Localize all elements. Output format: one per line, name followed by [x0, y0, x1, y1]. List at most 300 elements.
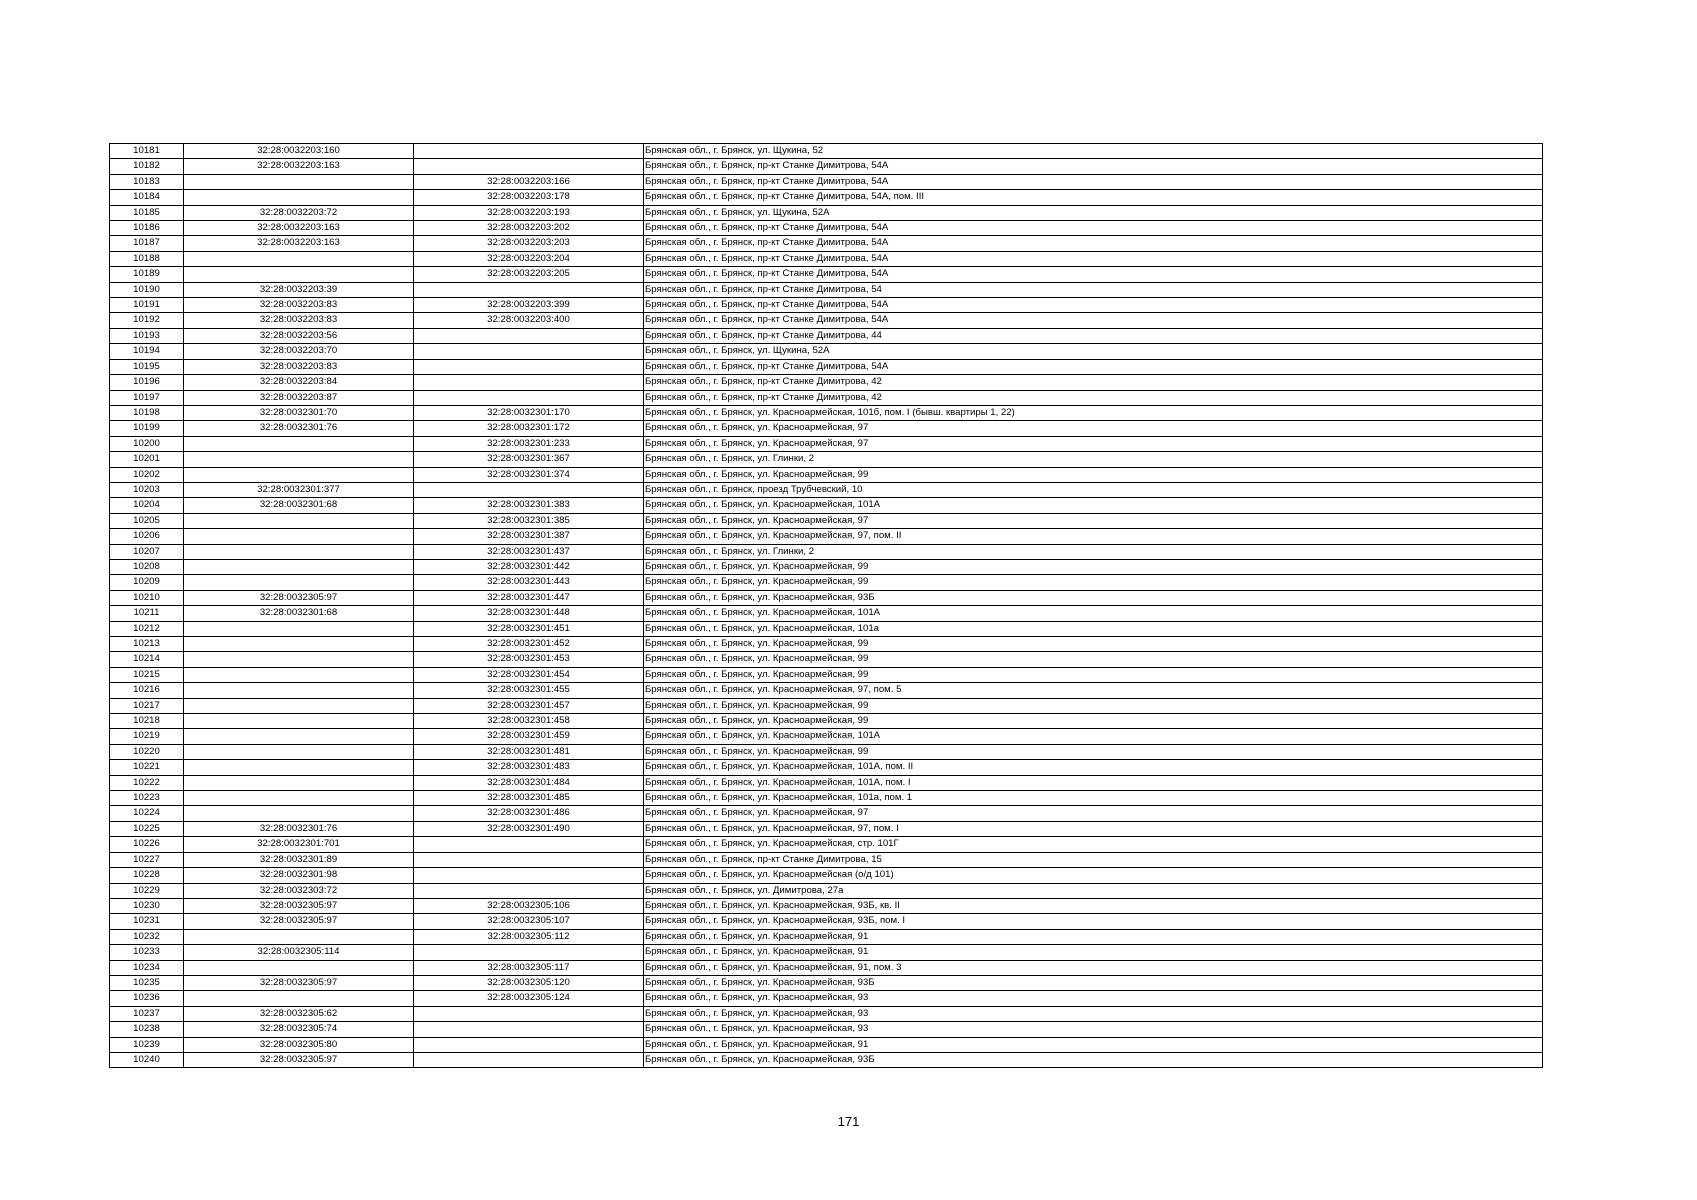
address-cell: Брянская обл., г. Брянск, ул. Красноармейская, 93Б, кв. II — [644, 898, 1543, 913]
address-cell: Брянская обл., г. Брянск, ул. Красноармейская, 99 — [644, 652, 1543, 667]
registry-table-body — [110, 144, 1543, 1068]
related-cadastral-number-cell: 32:28:0032203:166 — [414, 174, 644, 189]
address-cell: Брянская обл., г. Брянск, пр-кт Станке Димитрова, 54А — [644, 174, 1543, 189]
table-row — [110, 544, 1543, 559]
row-number-cell: 10204 — [110, 498, 184, 513]
cadastral-number-cell: 32:28:0032305:114 — [184, 945, 414, 960]
address-cell: Брянская обл., г. Брянск, ул. Красноармейская, 97 — [644, 436, 1543, 451]
row-number-cell: 10193 — [110, 328, 184, 343]
related-cadastral-number-cell: 32:28:0032301:387 — [414, 529, 644, 544]
row-number-cell: 10200 — [110, 436, 184, 451]
related-cadastral-number-cell: 32:28:0032301:374 — [414, 467, 644, 482]
table-row — [110, 960, 1543, 975]
address-cell: Брянская обл., г. Брянск, ул. Красноармейская, 101А, пом. II — [644, 760, 1543, 775]
row-number-cell: 10185 — [110, 205, 184, 220]
table-row — [110, 621, 1543, 636]
table-row — [110, 344, 1543, 359]
table-row — [110, 606, 1543, 621]
table-row — [110, 405, 1543, 420]
cadastral-number-cell — [184, 667, 414, 682]
cadastral-number-cell — [184, 190, 414, 205]
related-cadastral-number-cell: 32:28:0032301:437 — [414, 544, 644, 559]
address-cell: Брянская обл., г. Брянск, ул. Красноармейская, 93 — [644, 991, 1543, 1006]
address-cell: Брянская обл., г. Брянск, ул. Щукина, 52А — [644, 344, 1543, 359]
table-row — [110, 806, 1543, 821]
cadastral-number-cell: 32:28:0032305:97 — [184, 898, 414, 913]
row-number-cell: 10186 — [110, 221, 184, 236]
cadastral-number-cell — [184, 529, 414, 544]
address-cell: Брянская обл., г. Брянск, ул. Красноармейская, 101а, пом. 1 — [644, 791, 1543, 806]
related-cadastral-number-cell: 32:28:0032301:442 — [414, 559, 644, 574]
address-cell: Брянская обл., г. Брянск, ул. Глинки, 2 — [644, 452, 1543, 467]
cadastral-number-cell: 32:28:0032305:97 — [184, 975, 414, 990]
related-cadastral-number-cell: 32:28:0032305:124 — [414, 991, 644, 1006]
related-cadastral-number-cell — [414, 945, 644, 960]
table-row — [110, 821, 1543, 836]
address-cell: Брянская обл., г. Брянск, ул. Красноармейская, 91 — [644, 929, 1543, 944]
cadastral-number-cell — [184, 791, 414, 806]
cadastral-number-cell: 32:28:0032203:83 — [184, 298, 414, 313]
related-cadastral-number-cell: 32:28:0032203:400 — [414, 313, 644, 328]
address-cell: Брянская обл., г. Брянск, ул. Красноармейская, 93 — [644, 1006, 1543, 1021]
row-number-cell: 10227 — [110, 852, 184, 867]
related-cadastral-number-cell: 32:28:0032305:106 — [414, 898, 644, 913]
row-number-cell: 10235 — [110, 975, 184, 990]
address-cell: Брянская обл., г. Брянск, пр-кт Станке Димитрова, 54А, пом. III — [644, 190, 1543, 205]
cadastral-number-cell: 32:28:0032301:68 — [184, 498, 414, 513]
related-cadastral-number-cell: 32:28:0032301:457 — [414, 698, 644, 713]
related-cadastral-number-cell: 32:28:0032203:193 — [414, 205, 644, 220]
address-cell: Брянская обл., г. Брянск, ул. Красноармейская, 101б, пом. I (бывш. квартиры 1, 22) — [644, 405, 1543, 420]
row-number-cell: 10229 — [110, 883, 184, 898]
address-cell: Брянская обл., г. Брянск, ул. Красноармейская, 97, пом. I — [644, 821, 1543, 836]
related-cadastral-number-cell: 32:28:0032301:367 — [414, 452, 644, 467]
row-number-cell: 10215 — [110, 667, 184, 682]
table-row — [110, 637, 1543, 652]
cadastral-number-cell — [184, 929, 414, 944]
cadastral-number-cell: 32:28:0032301:70 — [184, 405, 414, 420]
related-cadastral-number-cell: 32:28:0032203:205 — [414, 267, 644, 282]
cadastral-number-cell: 32:28:0032203:163 — [184, 159, 414, 174]
address-cell: Брянская обл., г. Брянск, ул. Красноармейская, 99 — [644, 744, 1543, 759]
related-cadastral-number-cell — [414, 1006, 644, 1021]
row-number-cell: 10230 — [110, 898, 184, 913]
table-row — [110, 914, 1543, 929]
table-row — [110, 205, 1543, 220]
table-row — [110, 1037, 1543, 1052]
address-cell: Брянская обл., г. Брянск, ул. Красноармейская, 93 — [644, 1022, 1543, 1037]
cadastral-number-cell: 32:28:0032305:74 — [184, 1022, 414, 1037]
address-cell: Брянская обл., г. Брянск, ул. Красноармейская, 97 — [644, 806, 1543, 821]
row-number-cell: 10198 — [110, 405, 184, 420]
address-cell: Брянская обл., г. Брянск, ул. Красноармейская, 93Б — [644, 1052, 1543, 1067]
cadastral-number-cell — [184, 559, 414, 574]
row-number-cell: 10199 — [110, 421, 184, 436]
row-number-cell: 10190 — [110, 282, 184, 297]
related-cadastral-number-cell: 32:28:0032301:490 — [414, 821, 644, 836]
related-cadastral-number-cell: 32:28:0032203:202 — [414, 221, 644, 236]
cadastral-number-cell — [184, 960, 414, 975]
address-cell: Брянская обл., г. Брянск, ул. Красноармейская, 99 — [644, 698, 1543, 713]
table-row — [110, 698, 1543, 713]
address-cell: Брянская обл., г. Брянск, ул. Красноармейская, 99 — [644, 467, 1543, 482]
row-number-cell: 10228 — [110, 868, 184, 883]
table-row — [110, 144, 1543, 159]
address-cell: Брянская обл., г. Брянск, ул. Красноармейская, 93Б — [644, 975, 1543, 990]
related-cadastral-number-cell: 32:28:0032301:459 — [414, 729, 644, 744]
address-cell: Брянская обл., г. Брянск, ул. Красноармейская, 101А — [644, 606, 1543, 621]
cadastral-number-cell: 32:28:0032203:160 — [184, 144, 414, 159]
row-number-cell: 10225 — [110, 821, 184, 836]
table-row — [110, 1022, 1543, 1037]
cadastral-number-cell: 32:28:0032301:98 — [184, 868, 414, 883]
address-cell: Брянская обл., г. Брянск, ул. Красноармейская, 99 — [644, 637, 1543, 652]
address-cell: Брянская обл., г. Брянск, пр-кт Станке Димитрова, 44 — [644, 328, 1543, 343]
table-row — [110, 190, 1543, 205]
row-number-cell: 10233 — [110, 945, 184, 960]
address-cell: Брянская обл., г. Брянск, пр-кт Станке Димитрова, 54А — [644, 359, 1543, 374]
row-number-cell: 10195 — [110, 359, 184, 374]
row-number-cell: 10224 — [110, 806, 184, 821]
table-row — [110, 1052, 1543, 1067]
cadastral-number-cell: 32:28:0032301:89 — [184, 852, 414, 867]
table-row — [110, 898, 1543, 913]
cadastral-number-cell — [184, 513, 414, 528]
row-number-cell: 10197 — [110, 390, 184, 405]
table-row — [110, 452, 1543, 467]
address-cell: Брянская обл., г. Брянск, ул. Щукина, 52А — [644, 205, 1543, 220]
related-cadastral-number-cell — [414, 482, 644, 497]
table-row — [110, 159, 1543, 174]
address-cell: Брянская обл., г. Брянск, ул. Красноармейская, 99 — [644, 575, 1543, 590]
row-number-cell: 10223 — [110, 791, 184, 806]
related-cadastral-number-cell: 32:28:0032301:170 — [414, 405, 644, 420]
row-number-cell: 10192 — [110, 313, 184, 328]
address-cell: Брянская обл., г. Брянск, ул. Красноармейская, 97 — [644, 421, 1543, 436]
cadastral-number-cell: 32:28:0032305:97 — [184, 914, 414, 929]
cadastral-number-cell — [184, 251, 414, 266]
table-row — [110, 174, 1543, 189]
cadastral-number-cell: 32:28:0032301:377 — [184, 482, 414, 497]
cadastral-number-cell: 32:28:0032203:87 — [184, 390, 414, 405]
row-number-cell: 10184 — [110, 190, 184, 205]
table-row — [110, 1006, 1543, 1021]
table-row — [110, 837, 1543, 852]
related-cadastral-number-cell: 32:28:0032301:485 — [414, 791, 644, 806]
address-cell: Брянская обл., г. Брянск, ул. Глинки, 2 — [644, 544, 1543, 559]
table-row — [110, 775, 1543, 790]
cadastral-number-cell — [184, 575, 414, 590]
cadastral-number-cell: 32:28:0032203:83 — [184, 313, 414, 328]
row-number-cell: 10226 — [110, 837, 184, 852]
table-row — [110, 298, 1543, 313]
address-cell: Брянская обл., г. Брянск, ул. Щукина, 52 — [644, 144, 1543, 159]
address-cell: Брянская обл., г. Брянск, ул. Красноармейская, 99 — [644, 559, 1543, 574]
cadastral-number-cell — [184, 760, 414, 775]
table-row — [110, 744, 1543, 759]
address-cell: Брянская обл., г. Брянск, пр-кт Станке Димитрова, 54А — [644, 236, 1543, 251]
row-number-cell: 10213 — [110, 637, 184, 652]
address-cell: Брянская обл., г. Брянск, проезд Трубчевский, 10 — [644, 482, 1543, 497]
table-row — [110, 375, 1543, 390]
related-cadastral-number-cell: 32:28:0032301:484 — [414, 775, 644, 790]
related-cadastral-number-cell: 32:28:0032305:117 — [414, 960, 644, 975]
address-cell: Брянская обл., г. Брянск, ул. Красноармейская, 93Б — [644, 590, 1543, 605]
row-number-cell: 10219 — [110, 729, 184, 744]
related-cadastral-number-cell: 32:28:0032301:443 — [414, 575, 644, 590]
row-number-cell: 10207 — [110, 544, 184, 559]
page-number: 171 — [837, 1114, 860, 1129]
row-number-cell: 10194 — [110, 344, 184, 359]
table-row — [110, 883, 1543, 898]
row-number-cell: 10231 — [110, 914, 184, 929]
related-cadastral-number-cell: 32:28:0032301:383 — [414, 498, 644, 513]
address-cell: Брянская обл., г. Брянск, ул. Красноармейская, 99 — [644, 714, 1543, 729]
row-number-cell: 10191 — [110, 298, 184, 313]
related-cadastral-number-cell — [414, 344, 644, 359]
row-number-cell: 10211 — [110, 606, 184, 621]
address-cell: Брянская обл., г. Брянск, ул. Красноармейская, 99 — [644, 667, 1543, 682]
cadastral-number-cell: 32:28:0032305:80 — [184, 1037, 414, 1052]
address-cell: Брянская обл., г. Брянск, пр-кт Станке Димитрова, 54А — [644, 267, 1543, 282]
address-cell: Брянская обл., г. Брянск, ул. Димитрова, 27а — [644, 883, 1543, 898]
address-cell: Брянская обл., г. Брянск, пр-кт Станке Димитрова, 15 — [644, 852, 1543, 867]
table-row — [110, 791, 1543, 806]
cadastral-number-cell — [184, 452, 414, 467]
row-number-cell: 10238 — [110, 1022, 184, 1037]
table-row — [110, 714, 1543, 729]
related-cadastral-number-cell — [414, 282, 644, 297]
related-cadastral-number-cell — [414, 1052, 644, 1067]
cadastral-number-cell — [184, 267, 414, 282]
row-number-cell: 10222 — [110, 775, 184, 790]
table-row — [110, 267, 1543, 282]
row-number-cell: 10183 — [110, 174, 184, 189]
row-number-cell: 10209 — [110, 575, 184, 590]
table-row — [110, 482, 1543, 497]
row-number-cell: 10236 — [110, 991, 184, 1006]
related-cadastral-number-cell: 32:28:0032305:120 — [414, 975, 644, 990]
related-cadastral-number-cell — [414, 144, 644, 159]
related-cadastral-number-cell: 32:28:0032203:204 — [414, 251, 644, 266]
cadastral-number-cell — [184, 729, 414, 744]
related-cadastral-number-cell: 32:28:0032301:483 — [414, 760, 644, 775]
address-cell: Брянская обл., г. Брянск, пр-кт Станке Димитрова, 42 — [644, 390, 1543, 405]
row-number-cell: 10239 — [110, 1037, 184, 1052]
row-number-cell: 10201 — [110, 452, 184, 467]
cadastral-number-cell — [184, 467, 414, 482]
row-number-cell: 10237 — [110, 1006, 184, 1021]
related-cadastral-number-cell: 32:28:0032203:178 — [414, 190, 644, 205]
table-row — [110, 667, 1543, 682]
related-cadastral-number-cell: 32:28:0032203:203 — [414, 236, 644, 251]
table-row — [110, 328, 1543, 343]
table-row — [110, 436, 1543, 451]
table-row — [110, 251, 1543, 266]
table-row — [110, 236, 1543, 251]
related-cadastral-number-cell: 32:28:0032301:448 — [414, 606, 644, 621]
related-cadastral-number-cell — [414, 159, 644, 174]
cadastral-number-cell — [184, 714, 414, 729]
related-cadastral-number-cell — [414, 852, 644, 867]
related-cadastral-number-cell: 32:28:0032301:233 — [414, 436, 644, 451]
cadastral-number-cell: 32:28:0032303:72 — [184, 883, 414, 898]
row-number-cell: 10203 — [110, 482, 184, 497]
related-cadastral-number-cell: 32:28:0032301:451 — [414, 621, 644, 636]
row-number-cell: 10196 — [110, 375, 184, 390]
cadastral-number-cell: 32:28:0032305:97 — [184, 1052, 414, 1067]
cadastral-number-cell: 32:28:0032203:56 — [184, 328, 414, 343]
table-row — [110, 575, 1543, 590]
row-number-cell: 10214 — [110, 652, 184, 667]
row-number-cell: 10210 — [110, 590, 184, 605]
cadastral-number-cell — [184, 698, 414, 713]
cadastral-number-cell — [184, 991, 414, 1006]
cadastral-number-cell: 32:28:0032203:84 — [184, 375, 414, 390]
table-row — [110, 359, 1543, 374]
row-number-cell: 10240 — [110, 1052, 184, 1067]
row-number-cell: 10234 — [110, 960, 184, 975]
table-row — [110, 529, 1543, 544]
address-cell: Брянская обл., г. Брянск, ул. Красноармейская, 101а — [644, 621, 1543, 636]
address-cell: Брянская обл., г. Брянск, ул. Красноармейская, 91, пом. 3 — [644, 960, 1543, 975]
cadastral-number-cell — [184, 683, 414, 698]
cadastral-number-cell: 32:28:0032301:68 — [184, 606, 414, 621]
related-cadastral-number-cell: 32:28:0032301:481 — [414, 744, 644, 759]
related-cadastral-number-cell: 32:28:0032305:112 — [414, 929, 644, 944]
registry-table — [109, 143, 1543, 1068]
cadastral-number-cell — [184, 806, 414, 821]
row-number-cell: 10187 — [110, 236, 184, 251]
table-row — [110, 652, 1543, 667]
row-number-cell: 10221 — [110, 760, 184, 775]
related-cadastral-number-cell — [414, 1037, 644, 1052]
cadastral-number-cell: 32:28:0032305:97 — [184, 590, 414, 605]
address-cell: Брянская обл., г. Брянск, ул. Красноармейская, 97, пом. II — [644, 529, 1543, 544]
address-cell: Брянская обл., г. Брянск, пр-кт Станке Димитрова, 42 — [644, 375, 1543, 390]
related-cadastral-number-cell — [414, 1022, 644, 1037]
cadastral-number-cell — [184, 775, 414, 790]
row-number-cell: 10217 — [110, 698, 184, 713]
address-cell: Брянская обл., г. Брянск, ул. Красноармейская, 101А — [644, 729, 1543, 744]
table-row — [110, 991, 1543, 1006]
cadastral-number-cell: 32:28:0032203:83 — [184, 359, 414, 374]
row-number-cell: 10218 — [110, 714, 184, 729]
table-row — [110, 929, 1543, 944]
related-cadastral-number-cell: 32:28:0032301:452 — [414, 637, 644, 652]
table-row — [110, 760, 1543, 775]
cadastral-number-cell — [184, 637, 414, 652]
table-row — [110, 390, 1543, 405]
cadastral-number-cell: 32:28:0032301:701 — [184, 837, 414, 852]
table-row — [110, 683, 1543, 698]
row-number-cell: 10212 — [110, 621, 184, 636]
table-row — [110, 559, 1543, 574]
related-cadastral-number-cell — [414, 375, 644, 390]
row-number-cell: 10205 — [110, 513, 184, 528]
cadastral-number-cell — [184, 436, 414, 451]
table-row — [110, 945, 1543, 960]
related-cadastral-number-cell: 32:28:0032301:455 — [414, 683, 644, 698]
address-cell: Брянская обл., г. Брянск, ул. Красноармейская, стр. 101Г — [644, 837, 1543, 852]
cadastral-number-cell: 32:28:0032203:70 — [184, 344, 414, 359]
row-number-cell: 10188 — [110, 251, 184, 266]
table-row — [110, 498, 1543, 513]
table-row — [110, 513, 1543, 528]
cadastral-number-cell: 32:28:0032305:62 — [184, 1006, 414, 1021]
row-number-cell: 10216 — [110, 683, 184, 698]
related-cadastral-number-cell — [414, 837, 644, 852]
table-row — [110, 975, 1543, 990]
cadastral-number-cell: 32:28:0032203:39 — [184, 282, 414, 297]
related-cadastral-number-cell: 32:28:0032301:447 — [414, 590, 644, 605]
address-cell: Брянская обл., г. Брянск, ул. Красноармейская, 91 — [644, 1037, 1543, 1052]
address-cell: Брянская обл., г. Брянск, ул. Красноармейская, 91 — [644, 945, 1543, 960]
address-cell: Брянская обл., г. Брянск, ул. Красноармейская, 101А — [644, 498, 1543, 513]
address-cell: Брянская обл., г. Брянск, ул. Красноармейская, 101А, пом. I — [644, 775, 1543, 790]
related-cadastral-number-cell: 32:28:0032203:399 — [414, 298, 644, 313]
cadastral-number-cell: 32:28:0032203:72 — [184, 205, 414, 220]
related-cadastral-number-cell: 32:28:0032301:458 — [414, 714, 644, 729]
related-cadastral-number-cell: 32:28:0032301:453 — [414, 652, 644, 667]
related-cadastral-number-cell: 32:28:0032305:107 — [414, 914, 644, 929]
table-row — [110, 221, 1543, 236]
related-cadastral-number-cell — [414, 883, 644, 898]
related-cadastral-number-cell — [414, 359, 644, 374]
row-number-cell: 10208 — [110, 559, 184, 574]
address-cell: Брянская обл., г. Брянск, пр-кт Станке Димитрова, 54 — [644, 282, 1543, 297]
address-cell: Брянская обл., г. Брянск, ул. Красноармейская, 97 — [644, 513, 1543, 528]
row-number-cell: 10181 — [110, 144, 184, 159]
row-number-cell: 10232 — [110, 929, 184, 944]
cadastral-number-cell: 32:28:0032203:163 — [184, 221, 414, 236]
table-row — [110, 868, 1543, 883]
cadastral-number-cell: 32:28:0032203:163 — [184, 236, 414, 251]
table-row — [110, 590, 1543, 605]
related-cadastral-number-cell — [414, 868, 644, 883]
cadastral-number-cell: 32:28:0032301:76 — [184, 421, 414, 436]
address-cell: Брянская обл., г. Брянск, пр-кт Станке Димитрова, 54А — [644, 298, 1543, 313]
row-number-cell: 10189 — [110, 267, 184, 282]
address-cell: Брянская обл., г. Брянск, пр-кт Станке Димитрова, 54А — [644, 221, 1543, 236]
related-cadastral-number-cell: 32:28:0032301:385 — [414, 513, 644, 528]
cadastral-number-cell — [184, 621, 414, 636]
table-row — [110, 729, 1543, 744]
row-number-cell: 10202 — [110, 467, 184, 482]
table-row — [110, 421, 1543, 436]
address-cell: Брянская обл., г. Брянск, пр-кт Станке Димитрова, 54А — [644, 251, 1543, 266]
cadastral-number-cell — [184, 744, 414, 759]
related-cadastral-number-cell: 32:28:0032301:172 — [414, 421, 644, 436]
cadastral-number-cell: 32:28:0032301:76 — [184, 821, 414, 836]
related-cadastral-number-cell — [414, 328, 644, 343]
table-row — [110, 852, 1543, 867]
address-cell: Брянская обл., г. Брянск, ул. Красноармейская, 97, пом. 5 — [644, 683, 1543, 698]
table-row — [110, 282, 1543, 297]
related-cadastral-number-cell: 32:28:0032301:486 — [414, 806, 644, 821]
related-cadastral-number-cell: 32:28:0032301:454 — [414, 667, 644, 682]
address-cell: Брянская обл., г. Брянск, ул. Красноармейская, 93Б, пом. I — [644, 914, 1543, 929]
related-cadastral-number-cell — [414, 390, 644, 405]
address-cell: Брянская обл., г. Брянск, пр-кт Станке Димитрова, 54А — [644, 313, 1543, 328]
address-cell: Брянская обл., г. Брянск, пр-кт Станке Димитрова, 54А — [644, 159, 1543, 174]
table-row — [110, 313, 1543, 328]
cadastral-number-cell — [184, 652, 414, 667]
cadastral-number-cell — [184, 544, 414, 559]
cadastral-number-cell — [184, 174, 414, 189]
row-number-cell: 10206 — [110, 529, 184, 544]
row-number-cell: 10182 — [110, 159, 184, 174]
